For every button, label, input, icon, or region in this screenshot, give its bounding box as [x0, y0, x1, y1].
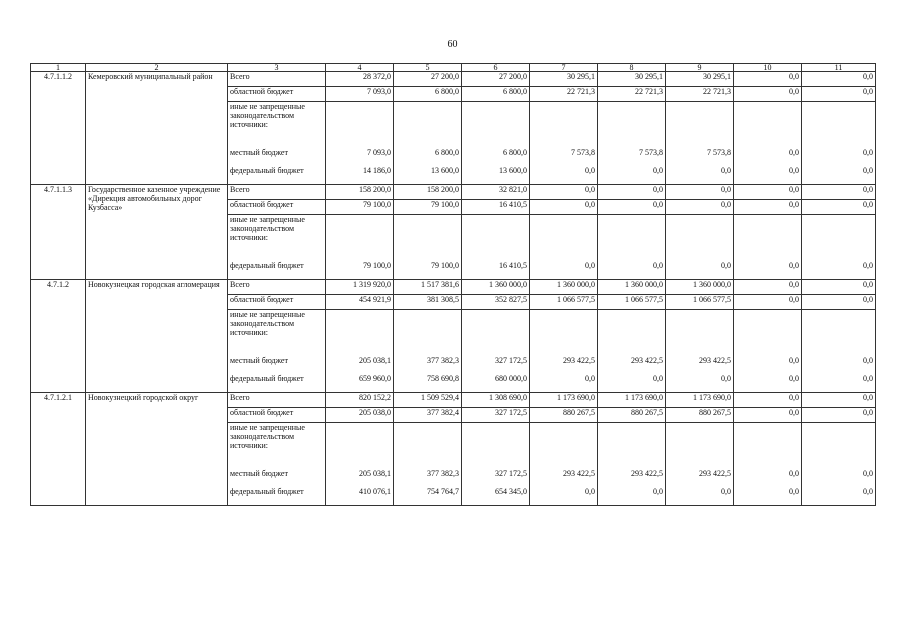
row-code-cell: 4.7.1.2 — [31, 280, 86, 393]
amount-value: 13 600,0 — [431, 166, 459, 175]
amount-value: 0,0 — [721, 487, 731, 496]
amount-cell: 1 360 000,0 — [598, 280, 666, 295]
other-sources-intro: иные не запрещенные законодательством источники: — [230, 102, 305, 129]
funding-source-item-label: местный бюджет — [230, 148, 288, 157]
column-number-cell: 1 — [31, 64, 86, 72]
amount-cell — [530, 215, 598, 280]
amount-value: 0,0 — [585, 166, 595, 175]
amount-value: 205 038,1 — [359, 356, 391, 365]
amount-cell: 16 410,5 — [462, 200, 530, 215]
amount-value: 410 076,1 — [359, 487, 391, 496]
amount-cell: 158 200,0 — [394, 185, 462, 200]
amount-value: 293 422,5 — [631, 356, 663, 365]
amount-cell: 28 372,0 — [326, 72, 394, 87]
amount-value: 7 573,8 — [571, 148, 595, 157]
amount-cell: 1 066 577,5 — [666, 295, 734, 310]
amount-cell: 880 267,5 — [598, 408, 666, 423]
funding-source-item-label: федеральный бюджет — [230, 487, 304, 496]
funding-source-label — [228, 102, 326, 185]
amount-cell — [394, 102, 462, 185]
amount-value: 0,0 — [789, 469, 799, 478]
amount-cell — [530, 102, 598, 185]
amount-cell — [326, 310, 394, 393]
funding-source-item-label: федеральный бюджет — [230, 374, 304, 383]
amount-cell — [394, 215, 462, 280]
amount-cell: 1 517 381,6 — [394, 280, 462, 295]
amount-cell — [598, 215, 666, 280]
amount-cell: 0,0 — [802, 185, 876, 200]
other-sources-intro: иные не запрещенные законодательством источники: — [230, 423, 305, 450]
amount-spacer — [736, 102, 799, 148]
amount-cell: 22 721,3 — [530, 87, 598, 102]
column-number-cell: 5 — [394, 64, 462, 72]
amount-cell: 32 821,0 — [462, 185, 530, 200]
amount-value: 0,0 — [653, 487, 663, 496]
amount-cell — [598, 102, 666, 185]
amount-cell: 1 173 690,0 — [530, 393, 598, 408]
amount-value: 7 573,8 — [639, 148, 663, 157]
amount-spacer — [532, 423, 595, 469]
amount-cell: 30 295,1 — [530, 72, 598, 87]
amount-value: 0,0 — [721, 374, 731, 383]
row-code-cell: 4.7.1.1.3 — [31, 185, 86, 280]
amount-cell: 0,0 — [666, 185, 734, 200]
amount-value: 0,0 — [585, 261, 595, 270]
amount-cell: 79 100,0 — [326, 200, 394, 215]
amount-spacer — [396, 215, 459, 261]
amount-value: 0,0 — [789, 356, 799, 365]
amount-value: 0,0 — [789, 148, 799, 157]
funding-source-label: областной бюджет — [228, 295, 326, 310]
amount-cell — [326, 423, 394, 506]
column-number-cell: 3 — [228, 64, 326, 72]
amount-value: 0,0 — [585, 487, 595, 496]
amount-cell: 6 800,0 — [462, 87, 530, 102]
amount-value: 6 800,0 — [503, 148, 527, 157]
funding-source-item-label: местный бюджет — [230, 356, 288, 365]
amount-cell — [734, 310, 802, 393]
amount-cell — [802, 102, 876, 185]
page-number: 60 — [447, 39, 458, 50]
amount-cell: 0,0 — [802, 200, 876, 215]
amount-value: 293 422,5 — [563, 469, 595, 478]
amount-spacer — [532, 102, 595, 148]
amount-value: 0,0 — [789, 374, 799, 383]
amount-cell: 0,0 — [666, 200, 734, 215]
amount-value: 293 422,5 — [631, 469, 663, 478]
amount-value: 0,0 — [789, 261, 799, 270]
amount-value: 16 410,5 — [499, 261, 527, 270]
amount-cell — [326, 215, 394, 280]
amount-value: 0,0 — [721, 166, 731, 175]
amount-cell — [666, 102, 734, 185]
amount-value: 79 100,0 — [431, 261, 459, 270]
amount-value: 0,0 — [863, 148, 873, 157]
amount-value: 205 038,1 — [359, 469, 391, 478]
column-number-cell: 9 — [666, 64, 734, 72]
amount-cell: 1 173 690,0 — [666, 393, 734, 408]
amount-spacer — [328, 310, 391, 356]
amount-cell: 820 152,2 — [326, 393, 394, 408]
amount-spacer — [600, 310, 663, 356]
amount-cell — [530, 423, 598, 506]
amount-value: 13 600,0 — [499, 166, 527, 175]
amount-value: 0,0 — [789, 166, 799, 175]
amount-spacer — [600, 423, 663, 469]
amount-cell — [734, 215, 802, 280]
funding-source-label — [228, 423, 326, 506]
amount-cell: 27 200,0 — [394, 72, 462, 87]
amount-value: 7 093,0 — [367, 148, 391, 157]
amount-cell: 1 308 690,0 — [462, 393, 530, 408]
amount-cell — [802, 310, 876, 393]
amount-cell: 0,0 — [802, 72, 876, 87]
amount-cell: 0,0 — [734, 408, 802, 423]
amount-spacer — [600, 215, 663, 261]
amount-value: 0,0 — [863, 487, 873, 496]
table-row — [31, 72, 876, 87]
amount-cell: 0,0 — [734, 280, 802, 295]
amount-value: 79 100,0 — [363, 261, 391, 270]
amount-cell: 22 721,3 — [666, 87, 734, 102]
amount-value: 293 422,5 — [563, 356, 595, 365]
amount-cell — [530, 310, 598, 393]
amount-cell: 1 360 000,0 — [462, 280, 530, 295]
amount-cell: 0,0 — [530, 200, 598, 215]
funding-source-label: областной бюджет — [228, 200, 326, 215]
amount-cell — [598, 423, 666, 506]
row-name-cell: Кемеровский муниципальный район — [86, 72, 228, 185]
amount-cell: 30 295,1 — [666, 72, 734, 87]
amount-cell — [598, 310, 666, 393]
amount-cell: 0,0 — [734, 185, 802, 200]
amount-cell — [462, 423, 530, 506]
row-name-cell: Новокузнецкий городской округ — [86, 393, 228, 506]
amount-cell: 377 382,4 — [394, 408, 462, 423]
amount-value: 0,0 — [789, 487, 799, 496]
amount-cell: 0,0 — [734, 393, 802, 408]
amount-cell — [734, 423, 802, 506]
amount-cell: 1 066 577,5 — [530, 295, 598, 310]
amount-cell — [462, 215, 530, 280]
amount-value: 0,0 — [721, 261, 731, 270]
amount-cell: 327 172,5 — [462, 408, 530, 423]
amount-cell: 0,0 — [802, 408, 876, 423]
amount-cell — [802, 215, 876, 280]
amount-spacer — [804, 310, 873, 356]
amount-value: 659 960,0 — [359, 374, 391, 383]
column-number-cell: 4 — [326, 64, 394, 72]
amount-spacer — [396, 310, 459, 356]
amount-cell: 0,0 — [802, 295, 876, 310]
amount-value: 0,0 — [863, 374, 873, 383]
amount-cell — [802, 423, 876, 506]
funding-source-label: областной бюджет — [228, 408, 326, 423]
amount-spacer — [668, 310, 731, 356]
funding-source-label: Всего — [228, 393, 326, 408]
amount-cell: 880 267,5 — [530, 408, 598, 423]
row-name-cell: Государственное казенное учреждение «Дирекция автомобильных дорог Кузбасса» — [86, 185, 228, 280]
budget-table — [30, 63, 876, 506]
other-sources-intro: иные не запрещенные законодательством источники: — [230, 215, 305, 242]
amount-cell: 1 360 000,0 — [530, 280, 598, 295]
amount-cell: 0,0 — [598, 185, 666, 200]
amount-cell: 0,0 — [530, 185, 598, 200]
funding-source-item-label: местный бюджет — [230, 469, 288, 478]
amount-spacer — [668, 102, 731, 148]
amount-spacer — [464, 423, 527, 469]
column-number-cell: 8 — [598, 64, 666, 72]
funding-source-label — [228, 215, 326, 280]
amount-value: 0,0 — [653, 374, 663, 383]
amount-cell: 880 267,5 — [666, 408, 734, 423]
other-sources-intro: иные не запрещенные законодательством источники: — [230, 310, 305, 337]
column-number-cell: 10 — [734, 64, 802, 72]
amount-cell: 454 921,9 — [326, 295, 394, 310]
amount-value: 754 764,7 — [427, 487, 459, 496]
amount-cell — [666, 215, 734, 280]
amount-cell: 0,0 — [802, 280, 876, 295]
amount-spacer — [804, 423, 873, 469]
amount-value: 680 000,0 — [495, 374, 527, 383]
amount-cell: 158 200,0 — [326, 185, 394, 200]
amount-cell: 6 800,0 — [394, 87, 462, 102]
amount-cell: 1 066 577,5 — [598, 295, 666, 310]
amount-cell: 30 295,1 — [598, 72, 666, 87]
amount-cell — [326, 102, 394, 185]
amount-spacer — [464, 215, 527, 261]
amount-cell: 0,0 — [802, 393, 876, 408]
amount-cell: 0,0 — [598, 200, 666, 215]
amount-cell — [734, 102, 802, 185]
column-number-row — [31, 64, 876, 72]
amount-cell: 0,0 — [802, 87, 876, 102]
amount-cell — [666, 310, 734, 393]
amount-cell: 1 360 000,0 — [666, 280, 734, 295]
amount-cell: 27 200,0 — [462, 72, 530, 87]
amount-cell: 0,0 — [734, 295, 802, 310]
funding-source-label — [228, 310, 326, 393]
column-number-cell: 2 — [86, 64, 228, 72]
amount-spacer — [396, 102, 459, 148]
amount-cell: 0,0 — [734, 87, 802, 102]
amount-spacer — [668, 423, 731, 469]
amount-spacer — [328, 423, 391, 469]
table-row — [31, 185, 876, 200]
amount-value: 293 422,5 — [699, 356, 731, 365]
amount-value: 327 172,5 — [495, 469, 527, 478]
amount-value: 293 422,5 — [699, 469, 731, 478]
amount-cell: 22 721,3 — [598, 87, 666, 102]
amount-value: 327 172,5 — [495, 356, 527, 365]
amount-spacer — [736, 310, 799, 356]
amount-value: 14 186,0 — [363, 166, 391, 175]
amount-cell — [666, 423, 734, 506]
amount-spacer — [464, 102, 527, 148]
amount-value: 0,0 — [863, 469, 873, 478]
amount-cell: 0,0 — [734, 200, 802, 215]
amount-spacer — [600, 102, 663, 148]
amount-cell — [394, 423, 462, 506]
amount-value: 7 573,8 — [707, 148, 731, 157]
amount-value: 654 345,0 — [495, 487, 527, 496]
amount-cell — [462, 310, 530, 393]
amount-cell: 205 038,0 — [326, 408, 394, 423]
amount-spacer — [328, 102, 391, 148]
amount-spacer — [532, 310, 595, 356]
amount-cell: 381 308,5 — [394, 295, 462, 310]
amount-cell — [394, 310, 462, 393]
amount-spacer — [328, 215, 391, 261]
amount-cell: 1 319 920,0 — [326, 280, 394, 295]
funding-source-label: Всего — [228, 72, 326, 87]
funding-source-item-label: федеральный бюджет — [230, 261, 304, 270]
amount-spacer — [736, 215, 799, 261]
amount-value: 0,0 — [863, 166, 873, 175]
funding-source-label: Всего — [228, 185, 326, 200]
column-number-cell: 7 — [530, 64, 598, 72]
amount-cell: 79 100,0 — [394, 200, 462, 215]
amount-cell: 7 093,0 — [326, 87, 394, 102]
funding-source-item-label: федеральный бюджет — [230, 166, 304, 175]
amount-value: 0,0 — [653, 261, 663, 270]
column-number-cell: 11 — [802, 64, 876, 72]
amount-cell: 352 827,5 — [462, 295, 530, 310]
row-code-cell: 4.7.1.1.2 — [31, 72, 86, 185]
amount-value: 0,0 — [653, 166, 663, 175]
amount-cell: 1 173 690,0 — [598, 393, 666, 408]
amount-value: 0,0 — [863, 356, 873, 365]
amount-spacer — [804, 215, 873, 261]
amount-value: 377 382,3 — [427, 356, 459, 365]
funding-source-label: Всего — [228, 280, 326, 295]
table-row — [31, 280, 876, 295]
row-name-cell: Новокузнецкая городская агломерация — [86, 280, 228, 393]
amount-cell — [462, 102, 530, 185]
row-code-cell: 4.7.1.2.1 — [31, 393, 86, 506]
amount-spacer — [668, 215, 731, 261]
amount-cell: 0,0 — [734, 72, 802, 87]
amount-value: 0,0 — [863, 261, 873, 270]
funding-source-label: областной бюджет — [228, 87, 326, 102]
column-number-cell: 6 — [462, 64, 530, 72]
amount-value: 6 800,0 — [435, 148, 459, 157]
amount-spacer — [532, 215, 595, 261]
amount-spacer — [464, 310, 527, 356]
amount-cell: 1 509 529,4 — [394, 393, 462, 408]
amount-spacer — [804, 102, 873, 148]
amount-value: 758 690,8 — [427, 374, 459, 383]
amount-value: 0,0 — [585, 374, 595, 383]
amount-spacer — [736, 423, 799, 469]
budget-table-body — [31, 64, 876, 506]
table-row — [31, 393, 876, 408]
amount-spacer — [396, 423, 459, 469]
amount-value: 377 382,3 — [427, 469, 459, 478]
